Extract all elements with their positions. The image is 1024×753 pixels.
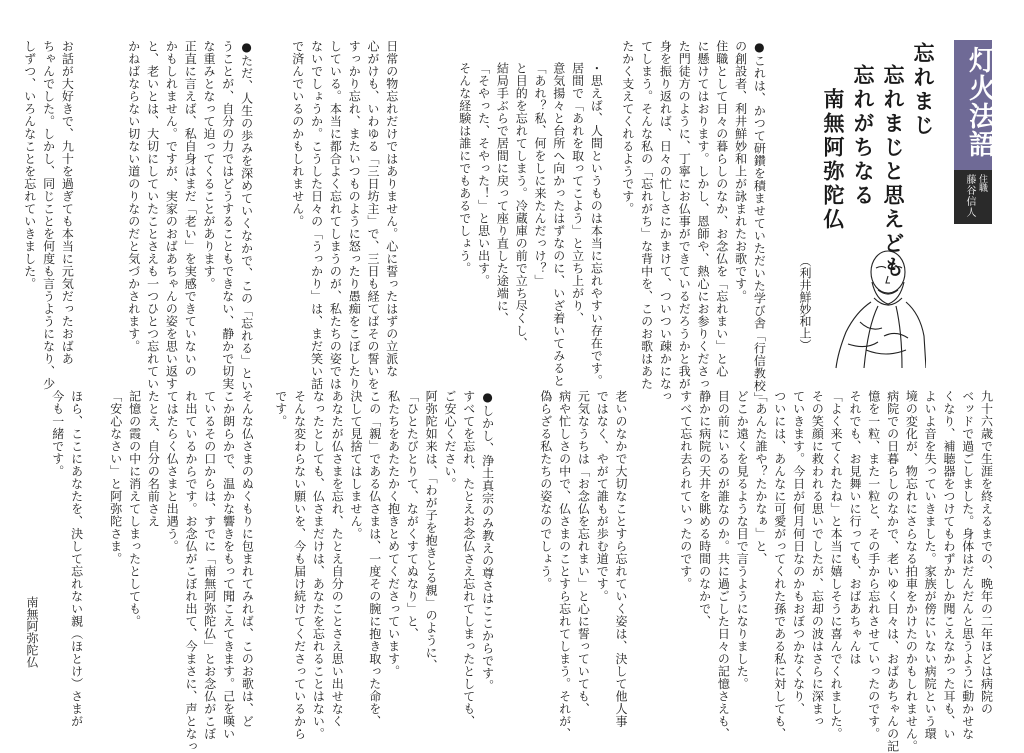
text-line: 「そやった、そやった！」と思い出す。 — [476, 62, 491, 287]
text-line: ついには、あんなに可愛がってくれた孫である私に対しても、 — [772, 390, 787, 740]
text-line: ていきます。今日が何月何日なのかもおぼつかなくなり、 — [791, 390, 806, 715]
paragraph-9 — [106, 390, 256, 753]
text-line: 私たちをあたたかく抱きとめてくださっています。 — [386, 390, 401, 678]
monk-portrait-icon — [826, 240, 926, 370]
text-line: かもしれません。ですが、実家のおばあちゃんの姿を思い返す — [164, 40, 179, 390]
text-line: しずつ、いろんなことを忘れていきました。 — [22, 40, 37, 290]
paragraph-4 — [124, 40, 256, 392]
text-line: そんな変わらない願いを、今も届け続けてくださっているから — [292, 390, 307, 740]
title-box — [954, 40, 995, 170]
text-line: 阿弥陀如来は、「わが子を抱きとる親」のように、 — [424, 390, 439, 672]
text-line: ●これは、かつて研鑽を積ませていただいた学び舎「行信教校」 — [752, 40, 767, 405]
text-line: 記憶の霞の中に消えてしまったとしても。 — [127, 390, 142, 628]
author-band — [954, 170, 992, 224]
text-line: その笑顔に救われる思いでしたが、忘却の波はさらに深まっ — [810, 390, 825, 728]
text-line: あなたが仏さまを忘れ、たとえ自分のことさえ思い出せなく — [330, 390, 345, 728]
text-line: どこか遠くを見るような目で言うようになりました。 — [735, 390, 750, 690]
text-line: 決して見捨てはしません。 — [348, 390, 363, 540]
text-line: 結局手ぶらで居間に戻って座り直した途端に、 — [495, 62, 510, 325]
text-line: ないでしょうか。こうした日々の「うっかり」は、まだ笑い話 — [309, 40, 324, 390]
text-line: 住職として日々の暮らしのなか、お念仏を「忘れまい」と心 — [714, 40, 729, 378]
signoff: 南無阿弥陀仏 — [25, 596, 39, 668]
paragraph-8 — [271, 390, 497, 740]
text-line: 身を振り返れば、日々の忙しさにかまけて、ついつい疎かになっ — [658, 40, 673, 403]
paragraph-3 — [288, 40, 401, 390]
poem-line-1: 忘れまじ — [911, 42, 936, 138]
text-line: 「あんた誰や？たかなぁ」と、 — [753, 390, 768, 565]
text-line: 静かに病院の天井を眺める時間のなかで、 — [697, 390, 712, 628]
text-line: の創設者、利井鮮妙和上が詠まれたお歌です。 — [733, 40, 748, 303]
text-line: 境の変化が、物忘れにさらなる拍車をかけたのかもしれません。 — [904, 390, 919, 753]
text-line: です。 — [273, 390, 288, 428]
text-line: に懸けてはおります。しかし、恩師や、熱心にお参りくださっ — [695, 40, 710, 390]
paragraph-2 — [455, 62, 605, 387]
text-line: 居間で「あれを取ってこよう」と立ち上がり、 — [570, 62, 585, 325]
text-line: 偽らざる私たちの姿なのでしょう。 — [538, 390, 553, 590]
text-line: そんな仏さまのぬくもりに包まれてみれば、このお歌は、ど — [240, 390, 255, 728]
text-line: 目の前にいるのが誰なのか。共に過ごした日々の記憶さえも、 — [716, 390, 731, 740]
text-line: 九十六歳で生涯を終えるまでの、晩年の二年ほどは病院の — [979, 390, 994, 715]
text-line: ●しかし、浄土真宗のみ教えの尊さはここからです。 — [480, 390, 495, 692]
text-line: ご安心ください。 — [442, 390, 457, 490]
paragraph-7 — [536, 390, 630, 740]
text-line: 元気なうちは「お念仏を忘れまい」と心に誓っていても、 — [576, 390, 591, 715]
paragraph-10 — [48, 390, 86, 728]
text-line: している。本当に都合よく忘れてしまうのが、私たちの姿では — [328, 40, 343, 390]
text-line: こか朗らかで、温かな響きをもって聞こえてきます。己を嘆い — [221, 390, 236, 740]
text-line: ちゃんでした。しかし、同じことを何度も言うようになり、少 — [41, 40, 56, 390]
text-line: たとえ、自分の名前さえ — [146, 390, 161, 528]
author-role: 住職 — [977, 174, 987, 192]
text-line: すっかり忘れ、またいつものように怒ったり愚痴をこぼしたり — [347, 40, 362, 390]
text-line: 老いのなかで大切なことすら忘れていく姿は、決して他人事 — [613, 390, 628, 728]
text-line: 病院での日暮らしのなかで、老いゆく日々は、おばあちゃんの記 — [885, 390, 900, 753]
paragraph-1 — [618, 40, 768, 405]
text-line: ほら、ここにあなたを、決して忘れない親（ほとけ）さまが — [69, 390, 84, 728]
text-line: それでも、お見舞いに行っても、おばあちゃんは — [847, 390, 862, 665]
text-line: ●ただ、人生の歩みを深めていくなかで、この「忘れる」とい — [239, 40, 254, 392]
poem-line-3: 忘れがちなる — [851, 64, 876, 208]
text-line: うことが、自分の力ではどうすることもできない、静かで切実 — [220, 40, 235, 390]
text-line: すべてを忘れ、たとえお念仏さえ忘れてしまったとしても、 — [461, 390, 476, 728]
poem-credit: （利井鮮妙和上） — [798, 255, 812, 351]
text-line: と、老いとは、大切にしていたことさえも一つひとつ忘れてい — [145, 40, 160, 390]
text-line: 今も一緒です。 — [50, 390, 65, 478]
text-line: よいよ音を失っていきました。家族が傍にいない病院という環 — [923, 390, 938, 740]
text-line: ・思えば、人間というものは本当に忘れやすい存在です。 — [589, 62, 604, 387]
text-line: 「よく来てくれたね」と本当に嬉しそうに喜んでくれました。 — [829, 390, 844, 740]
text-line: ベッドで過ごしました。身体はだんだんと思うように動かせな — [960, 390, 975, 740]
text-line: 「ひとたびとりて、ながくすてぬなり」と、 — [405, 390, 420, 640]
text-line: 正直に言えば、私自身はまだ「老い」を実感できていないの — [183, 40, 198, 378]
text-line: た門徒方のように、丁寧にお仏事ができているだろうかと我が — [677, 40, 692, 390]
text-line: すべて忘れ去られていったのです。 — [678, 390, 693, 590]
text-line: 「安心なさい」と阿弥陀さま。 — [108, 390, 123, 565]
text-line: ではなく、やがて誰もが歩む道です。 — [595, 390, 610, 603]
text-line: なったとしても、仏さまだけは、あなたを忘れることはない。 — [311, 390, 326, 740]
text-line: 「あれ？私、何をしに来たんだっけ？」 — [532, 62, 547, 287]
text-line: てはたらく仏さまと出遇う。 — [165, 390, 180, 553]
text-line: 意気揚々と台所へ向かったはずなのに、いざ着いてみると — [551, 62, 566, 387]
text-line: くなり、補聴器をつけてもわずかしか聞こえなかった耳も、い — [941, 390, 956, 740]
author-name: 藤谷信人 — [964, 174, 975, 218]
text-line: ているその口からは、すでに「南無阿弥陀仏」とお念仏がこぼ — [202, 390, 217, 740]
paragraph-6 — [676, 390, 996, 753]
text-line: かねばならない切ない道のりなのだと気づかされます。 — [126, 40, 141, 353]
text-line: てしまう。そんな私の「忘れがち」な背中を、このお歌はあた — [639, 40, 654, 390]
text-line: 日常の物忘れだけではありません。心に誓ったはずの立派な — [384, 40, 399, 378]
poem-line-4: 南無阿弥陀仏 — [821, 88, 846, 232]
text-line: な重みとなって迫ってくることがあります。 — [201, 40, 216, 290]
text-line: そんな経験は誰にでもあるでしょう。 — [457, 62, 472, 275]
poem-line-2: 忘れまじと思えども — [881, 64, 906, 280]
paragraph-5 — [20, 40, 76, 390]
text-line: 憶を一粒、また一粒と、その手から忘れさせていったのです。 — [866, 390, 881, 740]
text-line: と目的を忘れてしまう。冷蔵庫の前で立ち尽くし、 — [514, 62, 529, 350]
text-line: 病や忙しさの中で、仏さまのことすら忘れてしまう。それが、 — [557, 390, 572, 740]
text-line: れ出ているからです。お念仏がこぼれ出て、今まさに、声となっ — [183, 390, 198, 753]
text-line: お話が大好きで、九十を過ぎても本当に元気だったおばあ — [60, 40, 75, 365]
page-title: 灯火法語 — [964, 46, 995, 158]
text-line: で済んでいるのかもしれません。 — [290, 40, 305, 228]
text-line: たかく支えてくれるようです。 — [620, 40, 635, 215]
text-line: この「親」である仏さまは、一度その腕に抱き取った命を、 — [367, 390, 382, 728]
text-line: 心がけも、いわゆる「三日坊主」で、三日も経てばその誓いを — [365, 40, 380, 390]
